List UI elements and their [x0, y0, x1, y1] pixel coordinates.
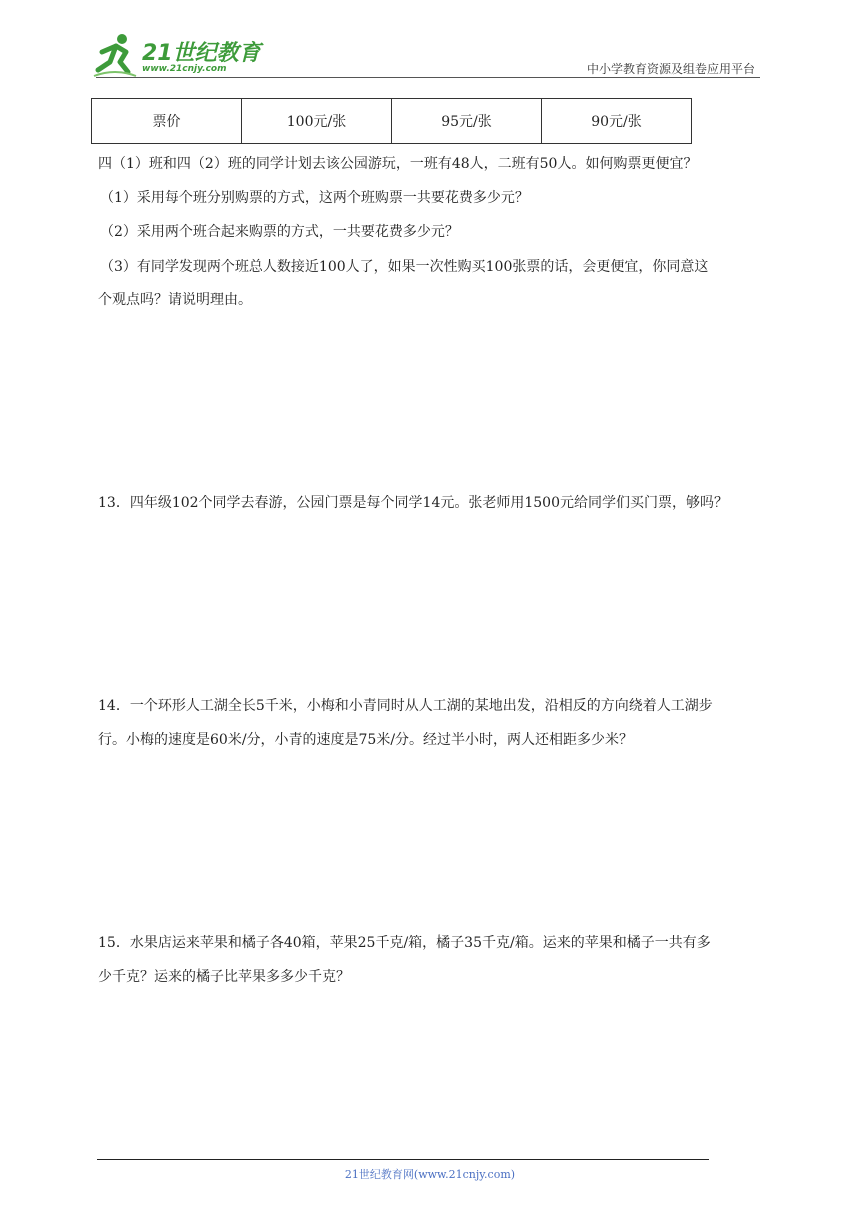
platform-tagline: 中小学教育资源及组卷应用平台: [586, 62, 755, 76]
runner-logo-icon: [92, 32, 138, 78]
question-13: 13．四年级102个同学去春游，公园门票是每个同学14元。张老师用1500元给同学们买门票，够吗？: [98, 495, 728, 511]
logo-brand-text: 21世纪教育: [142, 41, 261, 66]
question-12-part-3-continued: 个观点吗？请说明理由。: [98, 292, 252, 308]
table-row: [92, 99, 692, 144]
table-cell-price: 90元/张: [542, 99, 692, 144]
question-15-line-1: 15．水果店运来苹果和橘子各40箱，苹果25千克/箱，橘子35千克/箱。运来的苹果和橘子一共有多: [98, 935, 711, 951]
table-cell-price: 95元/张: [392, 99, 542, 144]
table-cell-label: 票价: [92, 99, 242, 144]
question-12-part-1: （1）采用每个班分别购票的方式，这两个班购票一共要花费多少元？: [100, 190, 529, 206]
footer-link[interactable]: 21世纪教育网(www.21cnjy.com): [344, 1168, 516, 1181]
site-logo: [92, 32, 262, 82]
ticket-price-table: [91, 98, 692, 144]
question-12-part-2: （2）采用两个班合起来购票的方式，一共要花费多少元？: [100, 224, 459, 240]
question-15-line-2: 少千克？运来的橘子比苹果多多少千克？: [98, 969, 350, 985]
question-14-line-1: 14．一个环形人工湖全长5千米，小梅和小青同时从人工湖的某地出发，沿相反的方向绕着人工湖步: [98, 698, 713, 714]
question-12-stem: 四（1）班和四（2）班的同学计划去该公园游玩，一班有48人，二班有50人。如何购票更便宜？: [98, 156, 698, 172]
question-12-part-3: （3）有同学发现两个班总人数接近100人了，如果一次性购买100张票的话，会更便宜，你同意这: [100, 259, 709, 275]
logo-url-text: www.21cnjy.com: [142, 64, 227, 74]
table-cell-price: 100元/张: [242, 99, 392, 144]
footer-divider: [97, 1159, 709, 1160]
question-14-line-2: 行。小梅的速度是60米/分，小青的速度是75米/分。经过半小时，两人还相距多少米？: [98, 732, 634, 748]
header-divider: [96, 77, 760, 78]
